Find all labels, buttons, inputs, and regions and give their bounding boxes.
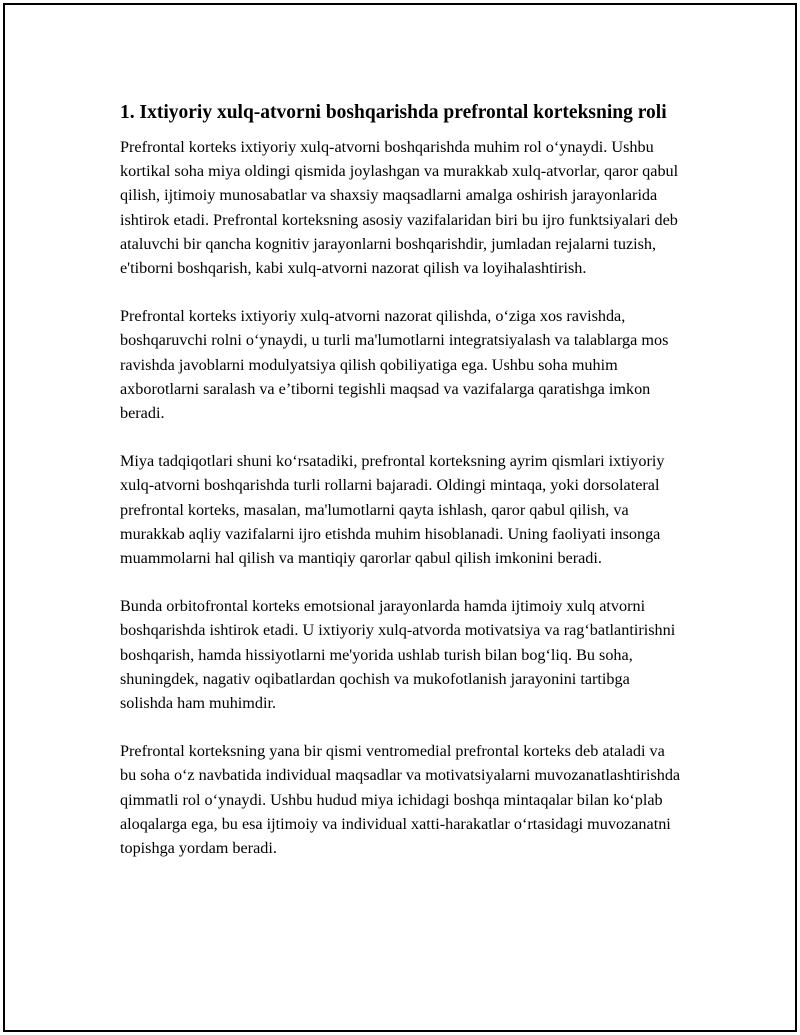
document-content bbox=[120, 99, 685, 884]
paragraph-4: Bunda orbitofrontal korteks emotsional jarayonlarda hamda ijtimoiy xulq atvorni boshqarishda ishtirok etadi. U ixtiyoriy xulq-atvorda motivatsiya va rag‘batlantirishni boshqarish, hamda hissiyotlarni me'yorida ushlab turish bilan bog‘liq. Bu soha, shuningdek, nagativ oqibatlardan qochish va mukofotlanish jarayonini tartibga solishda ham muhimdir. bbox=[120, 597, 676, 713]
paragraph-5: Prefrontal korteksning yana bir qismi ventromedial prefrontal korteks deb ataladi va bu soha o‘z navbatida individual maqsadlar va motivatsiyalarni muvozanatlashtirishda qimmatli rol o‘ynaydi. Ushbu hudud miya ichidagi boshqa mintaqalar bilan ko‘plab aloqalarga ega, bu esa ijtimoiy va individual xatti-harakatlar o‘rtasidagi muvozanatni topishga yordam beradi. bbox=[120, 742, 681, 858]
paragraph-2: Prefrontal korteks ixtiyoriy xulq-atvorni nazorat qilishda, o‘ziga xos ravishda, boshqaruvchi rolni o‘ynaydi, u turli ma'lumotlarni integratsiyalash va talablarga mos ravishda javoblarni modulyatsiya qilish qobiliyatiga ega. Ushbu soha muhim axborotlarni saralash va e’tiborni tegishli maqsad va vazifalarga qaratishga imkon beradi. bbox=[120, 307, 669, 423]
paragraph-3: Miya tadqiqotlari shuni ko‘rsatadiki, prefrontal korteksning ayrim qismlari ixtiyoriy xulq-atvorni boshqarishda turli rollarni bajaradi. Oldingi mintaqa, yoki dorsolateral prefrontal korteks, masalan, ma'lumotlarni qayta ishlash, qaror qabul qilish, va murakkab aqliy vazifalarni ijro etishda muhim hisoblanadi. Uning faoliyati insonga muammolarni hal qilish va mantiqiy qarorlar qabul qilish imkonini beradi. bbox=[120, 452, 665, 568]
paragraph-1: Prefrontal korteks ixtiyoriy xulq-atvorni boshqarishda muhim rol o‘ynaydi. Ushbu kortikal soha miya oldingi qismida joylashgan va murakkab xulq-atvorlar, qaror qabul qilish, ijtimoiy munosabatlar va shaxsiy maqsadlarni amalga oshirish jarayonlarida ishtirok etadi. Prefrontal korteksning asosiy vazifalaridan biri bu ijro funktsiyalari deb ataluvchi bir qancha kognitiv jarayonlarni boshqarishdir, jumladan rejalarni tuzish, e'tiborni boshqarish, kabi xulq-atvorni nazorat qilish va loyihalashtirish. bbox=[120, 138, 679, 278]
document-page bbox=[3, 3, 797, 1032]
section-title: 1. Ixtiyoriy xulq-atvorni boshqarishda prefrontal korteksning roli bbox=[120, 102, 667, 123]
